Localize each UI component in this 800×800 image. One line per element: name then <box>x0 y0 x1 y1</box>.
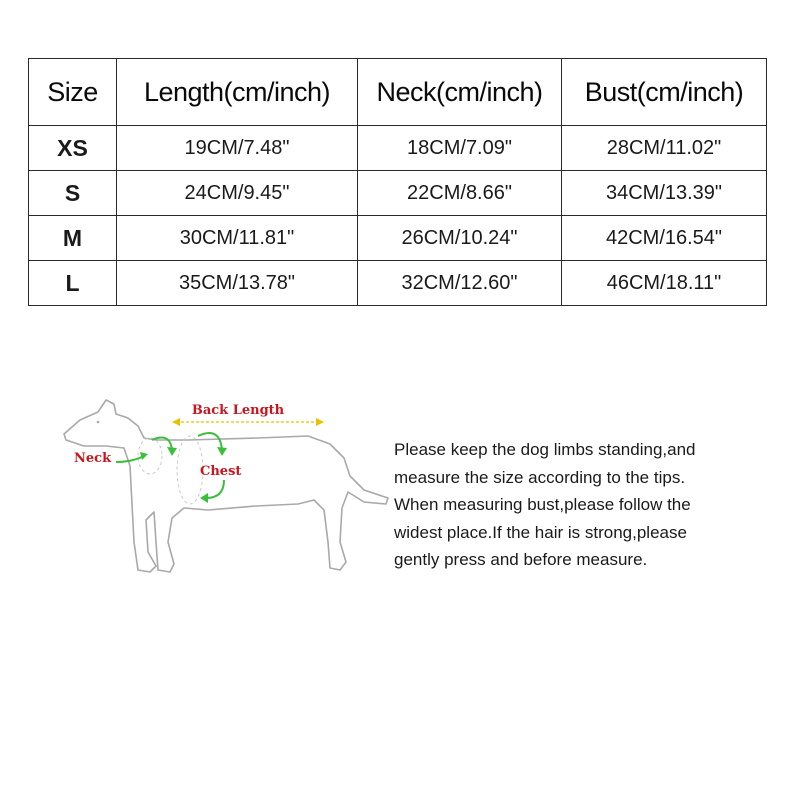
back-length-label: Back Length <box>191 403 285 418</box>
chest-arrowhead-top <box>217 447 227 456</box>
instruction-line: gently press and before measure. <box>394 550 648 569</box>
length-cell: 35CM/13.78" <box>117 261 358 306</box>
bust-cell: 34CM/13.39" <box>562 171 767 216</box>
dog-measurement-diagram <box>58 392 390 582</box>
neck-cell: 26CM/10.24" <box>358 216 562 261</box>
instruction-line: Please keep the dog limbs standing,and <box>394 440 696 459</box>
neck-cell: 22CM/8.66" <box>358 171 562 216</box>
length-cell: 19CM/7.48" <box>117 126 358 171</box>
dog-eye <box>97 421 100 424</box>
size-cell: M <box>29 216 117 261</box>
instruction-line: When measuring bust,please follow the <box>394 495 691 514</box>
neck-arrowhead <box>140 452 148 460</box>
chest-label: Chest <box>200 464 242 479</box>
table-row <box>29 261 767 306</box>
back-length-arrow-left <box>172 418 180 426</box>
size-cell: S <box>29 171 117 216</box>
bust-cell: 46CM/18.11" <box>562 261 767 306</box>
chest-arrowhead-bottom <box>200 493 208 503</box>
bust-cell: 28CM/11.02" <box>562 126 767 171</box>
dog-silhouette <box>64 400 388 572</box>
chest-arrow-bottom <box>206 480 224 498</box>
neck-curve-arrowhead <box>167 447 177 456</box>
length-cell: 30CM/11.81" <box>117 216 358 261</box>
bust-cell: 42CM/16.54" <box>562 216 767 261</box>
size-cell: XS <box>29 126 117 171</box>
header-neck: Neck(cm/inch) <box>358 59 562 126</box>
header-row <box>29 59 767 126</box>
instruction-line: measure the size according to the tips. <box>394 467 686 487</box>
length-cell: 24CM/9.45" <box>117 171 358 216</box>
table-row <box>29 126 767 171</box>
size-cell: L <box>29 261 117 306</box>
neck-cell: 18CM/7.09" <box>358 126 562 171</box>
size-chart-table <box>28 58 767 306</box>
table-row <box>29 216 767 261</box>
back-length-arrow-right <box>316 418 324 426</box>
measurement-instructions <box>394 436 774 574</box>
instruction-line: widest place.If the hair is strong,please <box>394 522 687 542</box>
neck-arrow <box>116 456 144 462</box>
table-row <box>29 171 767 216</box>
header-size: Size <box>29 59 117 126</box>
header-length: Length(cm/inch) <box>117 59 358 126</box>
header-bust: Bust(cm/inch) <box>562 59 767 126</box>
neck-cell: 32CM/12.60" <box>358 261 562 306</box>
neck-label: Neck <box>74 451 112 466</box>
